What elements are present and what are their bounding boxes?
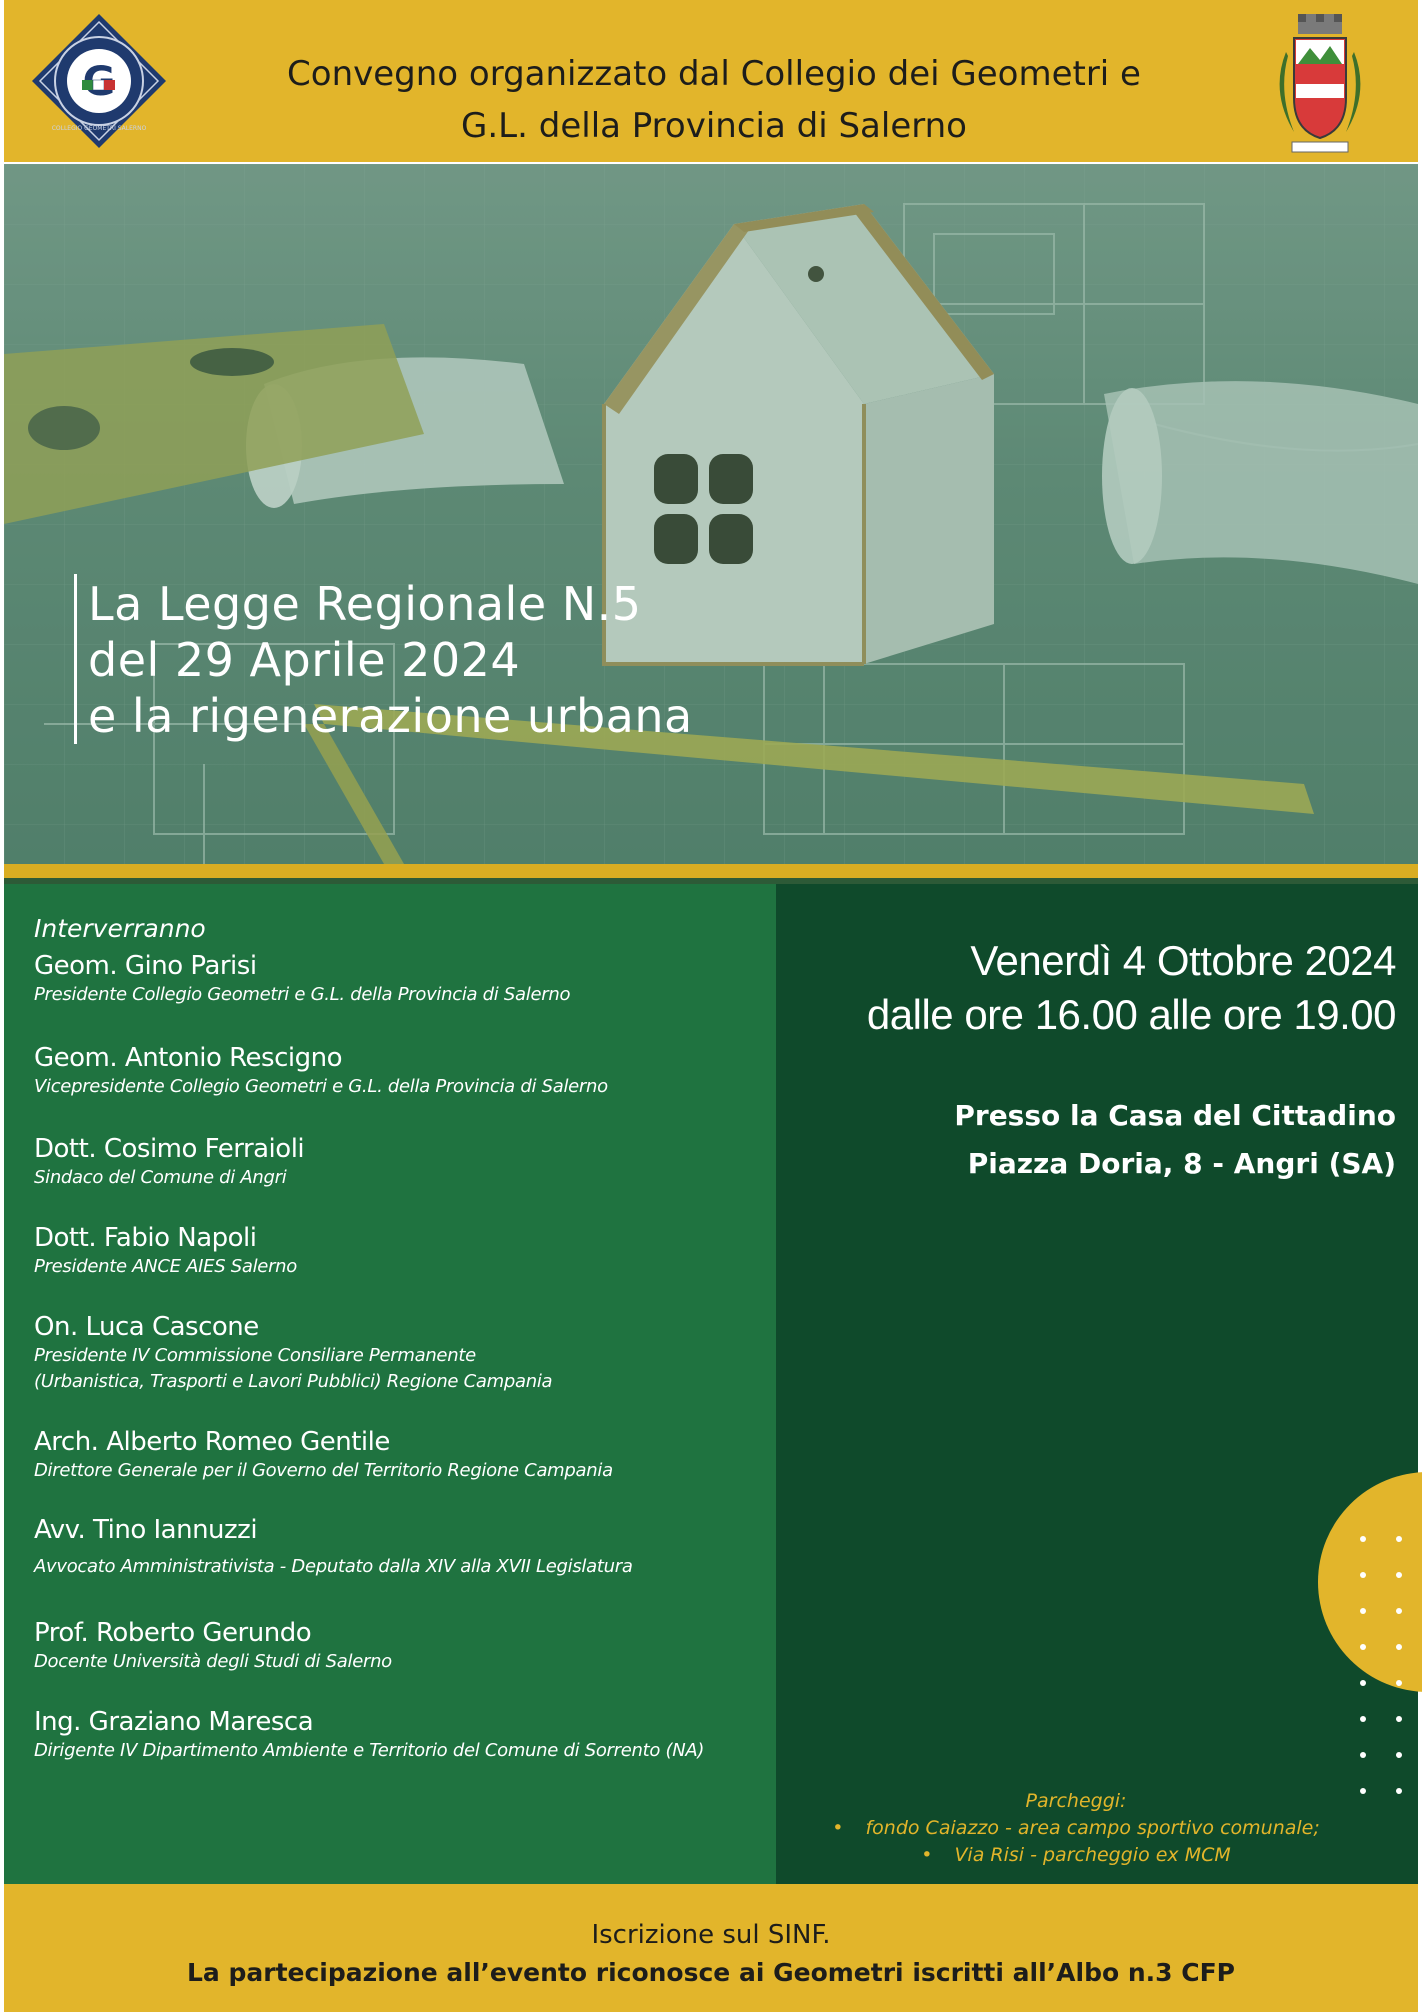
header-band — [4, 0, 1418, 162]
speaker-item — [34, 1426, 774, 1484]
speaker-item — [34, 1706, 774, 1764]
speaker-item — [34, 1514, 774, 1580]
hero-title-line-1: La Legge Regionale N.5 — [88, 577, 642, 631]
footer-text — [4, 1916, 1418, 1992]
angri-crest-icon — [1264, 12, 1376, 162]
speaker-role-continued: (Urbanistica, Trasporti e Lavori Pubblici) Regione Campania — [34, 1371, 553, 1392]
speaker-role: Presidente ANCE AIES Salerno — [34, 1256, 298, 1277]
speaker-role: Presidente IV Commissione Consiliare Permanente — [34, 1345, 476, 1366]
speaker-name: Dott. Cosimo Ferraioli — [34, 1134, 305, 1164]
venue-line-1: Presso la Casa del Cittadino — [954, 1099, 1396, 1132]
decorative-gold-circle — [1318, 1472, 1422, 1692]
speaker-name: Prof. Roberto Gerundo — [34, 1618, 312, 1648]
hero-image — [4, 164, 1418, 864]
parking-info — [786, 1788, 1366, 1869]
speaker-name: Ing. Graziano Maresca — [34, 1707, 314, 1737]
speakers-heading: Interverranno — [34, 914, 206, 943]
speaker-item — [34, 1133, 774, 1191]
speaker-item — [34, 1222, 774, 1280]
parking-heading: Parcheggi: — [1025, 1790, 1127, 1812]
hero-title-line-2: del 29 Aprile 2024 — [88, 633, 521, 687]
logo-ring-text: COLLEGIO GEOMETRI SALERNO — [51, 125, 147, 132]
speaker-name: Geom. Antonio Rescigno — [34, 1043, 342, 1073]
hero-title-line-3: e la rigenerazione urbana — [88, 689, 693, 743]
organizer-line-1: Convegno organizzato dal Collegio dei Geometri e — [287, 54, 1141, 94]
organizer-title — [214, 48, 1214, 152]
speaker-role: Presidente Collegio Geometri e G.L. della Provincia di Salerno — [34, 984, 571, 1005]
speaker-role: Vicepresidente Collegio Geometri e G.L. della Provincia di Salerno — [34, 1076, 608, 1097]
parking-item: • fondo Caiazzo - area campo sportivo comunale; — [786, 1815, 1366, 1842]
event-datetime — [867, 934, 1396, 1042]
speaker-role: Avvocato Amministrativista - Deputato dalla XIV alla XVII Legislatura — [34, 1556, 633, 1577]
blueprint-house-illustration — [4, 164, 1418, 864]
footer-line-1: Iscrizione sul SINF. — [591, 1920, 831, 1950]
event-date: Venerdì 4 Ottobre 2024 — [970, 937, 1396, 984]
speakers-panel — [4, 884, 776, 1884]
parking-item: • Via Risi - parcheggio ex MCM — [786, 1842, 1366, 1869]
speaker-item — [34, 950, 774, 1008]
hero-title — [88, 576, 693, 744]
footer-band — [4, 1884, 1418, 2012]
speaker-role: Dirigente IV Dipartimento Ambiente e Territorio del Comune di Sorrento (NA) — [34, 1740, 705, 1761]
speaker-item — [34, 1617, 774, 1675]
speaker-role: Direttore Generale per il Governo del Territorio Regione Campania — [34, 1460, 613, 1481]
event-venue — [954, 1092, 1396, 1188]
event-time: dalle ore 16.00 alle ore 19.00 — [866, 991, 1396, 1038]
collegio-geometri-logo — [30, 12, 168, 150]
speaker-item — [34, 1311, 774, 1395]
speaker-name: Arch. Alberto Romeo Gentile — [34, 1427, 390, 1457]
speaker-name: Avv. Tino Iannuzzi — [34, 1515, 258, 1545]
hero-title-bar — [74, 574, 77, 744]
speaker-item — [34, 1042, 774, 1100]
speaker-role: Docente Università degli Studi di Salerno — [34, 1651, 392, 1672]
venue-line-2: Piazza Doria, 8 - Angri (SA) — [967, 1147, 1396, 1180]
divider-gold — [4, 864, 1418, 878]
event-panel — [776, 884, 1418, 1884]
speaker-name: Geom. Gino Parisi — [34, 951, 257, 981]
speaker-name: Dott. Fabio Napoli — [34, 1223, 257, 1253]
footer-line-2: La partecipazione all’evento riconosce ai Geometri iscritti all’Albo n.3 CFP — [186, 1958, 1235, 1987]
speaker-role: Sindaco del Comune di Angri — [34, 1167, 287, 1188]
organizer-line-2: G.L. della Provincia di Salerno — [461, 106, 967, 146]
speaker-name: On. Luca Cascone — [34, 1312, 259, 1342]
